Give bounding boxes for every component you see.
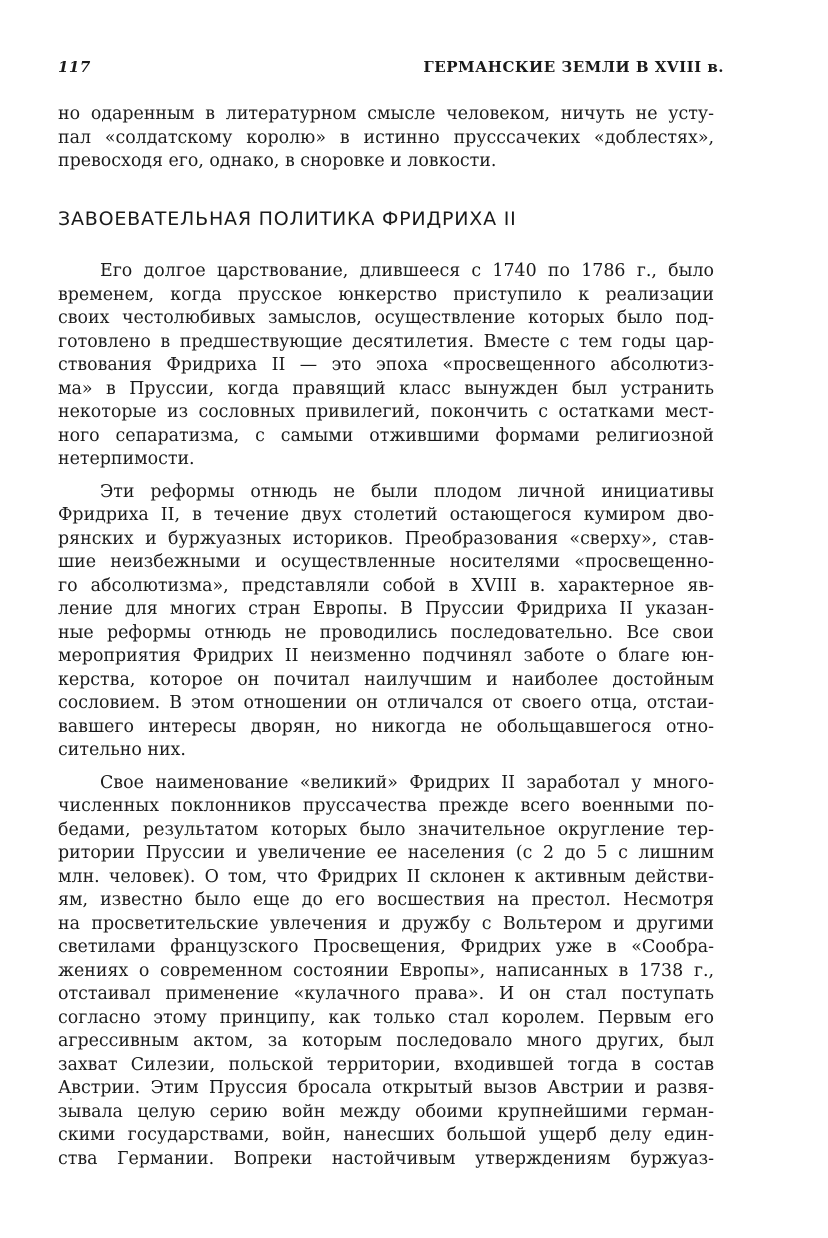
- text-line: сительно них.: [58, 740, 186, 760]
- text-line: шие неизбежными и осуществленные носителями «просвещенно-: [58, 552, 714, 572]
- intro-paragraph: [58, 103, 714, 174]
- text-line: керства, которое он почитал наилучшим и наиболее достойным: [58, 669, 714, 690]
- text-line: рянских и буржуазных историков. Преобразования «сверху», став-: [58, 528, 714, 549]
- text-line: ление для многих стран Европы. В Пруссии Фридриха II указан-: [58, 599, 714, 619]
- text-line: Свое наименование «великий» Фридрих II заработал у много-: [100, 772, 714, 793]
- text-line: бедами, результатом которых было значительное округление тер-: [58, 819, 714, 840]
- running-title: ГЕРМАНСКИЕ ЗЕМЛИ В XVIII в.: [423, 58, 724, 76]
- text-line: своих честолюбивых замыслов, осуществление которых было под-: [58, 308, 714, 328]
- text-line: пал «солдатскому королю» в истинно прусссачеких «доблестях»,: [58, 127, 714, 148]
- text-line: ям, известно было еще до его восшествия на престол. Несмотря: [58, 890, 714, 910]
- text-line: ритории Пруссии и увеличение ее населения (с 2 до 5 с лишним: [58, 843, 714, 863]
- text-line: зывала целую серию войн между обоими крупнейшими герман-: [58, 1101, 714, 1122]
- text-line: ства Германии. Вопреки настойчивым утверждениям буржуаз-: [58, 1148, 714, 1169]
- text-line: мероприятия Фридрих II неизменно подчинял заботе о благе юн-: [58, 646, 714, 666]
- text-line: ствования Фридриха II — это эпоха «просвещенного абсолютиз-: [58, 355, 714, 375]
- text-line: светилами французского Просвещения, Фридрих уже в «Сообра-: [58, 937, 714, 957]
- text-line: захват Силезии, польской территории, входившей тогда в состав: [58, 1054, 714, 1075]
- text-line: но одаренным в литературном смысле человеком, ничуть не усту-: [58, 104, 714, 124]
- text-line: готовлено в предшествующие десятилетия. Вместе с тем годы цар-: [58, 331, 714, 352]
- text-line: согласно этому принципу, как только стал королем. Первым его: [58, 1007, 714, 1028]
- text-line: скими государствами, войн, нанесших большой ущерб делу един-: [58, 1125, 714, 1145]
- text-line: ного сепаратизма, с самыми отжившими формами религиозной: [58, 425, 714, 446]
- text-line: го абсолютизма», представляли собой в XVIII в. характерное яв-: [58, 575, 714, 596]
- section-title: ЗАВОЕВАТЕЛЬНАЯ ПОЛИТИКА ФРИДРИХА II: [58, 208, 517, 230]
- body-text: [58, 260, 714, 1171]
- paragraph-1: [58, 260, 714, 472]
- paragraph-2: [58, 481, 714, 763]
- text-line: Его долгое царствование, длившееся с 1740 по 1786 г., было: [100, 261, 714, 281]
- text-line: Фридриха II, в течение двух столетий остающегося кумиром дво-: [58, 505, 714, 525]
- text-line: временем, когда прусское юнкерство приступило к реализации: [58, 284, 714, 305]
- text-line: агрессивным актом, за которым последовало много других, был: [58, 1031, 714, 1051]
- text-line: на просветительские увлечения и дружбу с Вольтером и другими: [58, 913, 714, 934]
- text-line: Эти реформы отнюдь не были плодом личной инициативы: [100, 481, 714, 502]
- text-line: вавшего интересы дворян, но никогда не обольщавшегося отно-: [58, 716, 714, 737]
- page-header: [58, 58, 724, 76]
- text-line: жениях о современном состоянии Европы», написанных в 1738 г.,: [58, 960, 714, 981]
- paragraph-3: [58, 772, 714, 1172]
- text-line: некоторые из сословных привилегий, покончить с остатками мест-: [58, 402, 714, 422]
- text-line: численных поклонников пруссачества прежде всего военными по-: [58, 796, 714, 816]
- text-line: ма» в Пруссии, когда правящий класс вынужден был устранить: [58, 378, 714, 399]
- text-line: превосходя его, однако, в сноровке и ловкости.: [58, 151, 497, 171]
- text-line: Австрии. Этим Пруссия бросала открытый вызов Австрии и развя-: [58, 1078, 714, 1098]
- text-line: отстаивал применение «кулачного права». И он стал поступать: [58, 984, 714, 1004]
- text-line: нетерпимости.: [58, 449, 195, 469]
- page-number: 117: [58, 58, 91, 76]
- text-line: млн. человек). О том, что Фридрих II склонен к активным действи-: [58, 866, 714, 887]
- text-line: ные реформы отнюдь не проводились последовательно. Все свои: [58, 622, 714, 643]
- text-line: сословием. В этом отношении он отличался от своего отца, отстаи-: [58, 693, 714, 713]
- scan-speck: [70, 1098, 72, 1100]
